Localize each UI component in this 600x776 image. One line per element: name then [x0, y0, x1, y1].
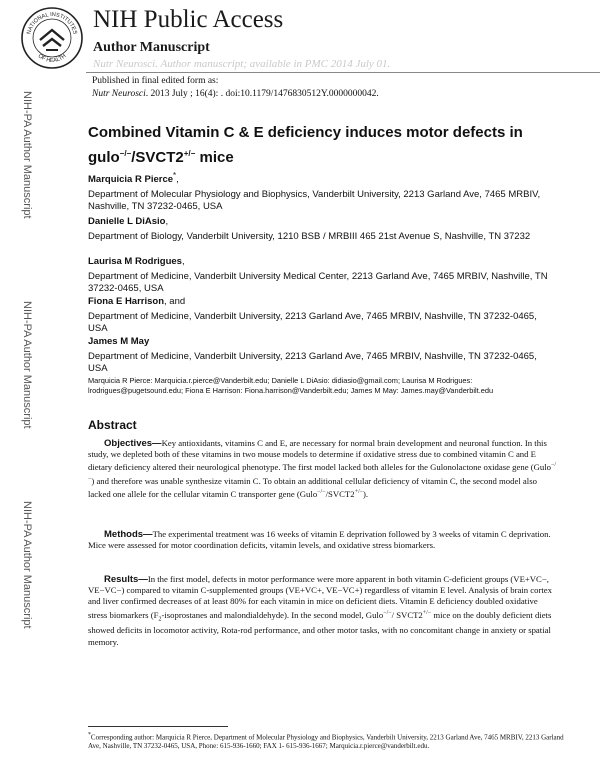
repository-title: NIH Public Access [93, 6, 284, 33]
author-mark: * [173, 171, 177, 180]
nih-seal-logo [20, 6, 84, 70]
corresponding-author-footnote: *Corresponding author: Marquicia R Pierce, Department of Molecular Physiology and Biophysics, Vanderbilt University, 2213 Garland Ave, 7465 MRBIV, 2213 Garland Ave, Nashville, TN 37232-0465, USA, Phone: 615-936-1660; FAX 1- 615-936-1667; Marquicia.r.pierce@vanderbilt.edu. [88, 732, 564, 751]
author-name: Fiona E Harrison [88, 296, 165, 307]
author-name: James M May [88, 336, 150, 347]
citation-line [92, 89, 379, 99]
section-label: Results— [104, 574, 148, 585]
footnote-divider [88, 726, 228, 727]
article-title: Combined Vitamin C & E deficiency induces motor defects in gulo−/−/SVCT2+/− mice [88, 124, 523, 166]
abstract-heading: Abstract [88, 418, 137, 432]
author-affiliation: Department of Medicine, Vanderbilt University, 2213 Garland Ave, 7465 MRBIV, Nashville, TN 37232-0465, USA [88, 310, 537, 334]
section-label: Methods— [104, 529, 153, 540]
author-block [88, 336, 558, 376]
manuscript-type: Author Manuscript [93, 40, 210, 55]
author-name: Danielle L DiAsio [88, 216, 166, 227]
sidebar-label-bottom: NIH-PA Author Manuscript [21, 501, 33, 629]
header-divider [86, 72, 600, 73]
author-affiliation: Department of Biology, Vanderbilt University, 1210 BSB / MRBIII 465 21st Avenue S, Nashville, TN 37232 [88, 230, 531, 242]
journal-availability-line: Nutr Neurosci. Author manuscript; available in PMC 2014 July 01. [93, 58, 391, 70]
sidebar-label-top: NIH-PA Author Manuscript [21, 91, 33, 219]
author-block: Laurisa M Rodrigues, Department of Medicine, Vanderbilt University Medical Center, 2213 Garland Ave, 7465 MRBIV, Nashville, TN 37232-0465, USA [88, 256, 558, 296]
author-block: Marquicia R Pierce*, Department of Molecular Physiology and Biophysics, Vanderbilt University, 2213 Garland Ave, 7465 MRBIV, Nashville, TN 37232-0465, USA [88, 170, 558, 214]
author-emails: Marquicia R Pierce: Marquicia.r.pierce@Vanderbilt.edu; Danielle L DiAsio: didiasio@gmail.com; Laurisa M Rodrigues: lrodrigues@pugetsound.edu; Fiona E Harrison: Fiona.harrison@Vanderbilt.edu; James M May: James.may@Vanderbilt.edu [88, 376, 494, 395]
abstract-objectives: Objectives—Key antioxidants, vitamins C and E, are necessary for normal brain development and neuronal function. In this study, we depleted both of these vitamins in two mouse models to determine if oxidative stress due to combined vitamin C and E dietary deficiency altered their neurological phenotype. The first model lacked both alleles for the Gulonolactone oxidase gene (Gulo−/−) and therefore was unable synthesize vitamin C. To obtain an additional cellular deficiency of vitamin C, the second model also lacked one allele for the cellular vitamin C transporter gene (Gulo−/−/SVCT2+/−). [88, 438, 557, 499]
logo-bottom-text: OF HEALTH [36, 53, 68, 65]
author-affiliation: Department of Medicine, Vanderbilt University, 2213 Garland Ave, 7465 MRBIV, Nashville, TN 37232-0465, USA [88, 350, 537, 374]
sidebar-label-middle: NIH-PA Author Manuscript [21, 301, 33, 429]
abstract-results: Results—In the first model, defects in motor performance were more apparent in both vitamin C-deficient groups (VE+VC−, VE−VC−) compared to vitamin C-supplemented groups (VE+VC+, VE−VC+) regardless of vitamin E level. Analysis of brain cortex and liver confirmed decreases of at least 80% for each vitamin in mice on deficient diets. Vitamin E deficiency doubled oxidative stress biomarkers ($F_2$-isoprostanes and malondialdehyde). In the second model, Gulo−/−/ SVCT2+/− mice on the doubly deficient diets showed deficits in locomotor activity, Rota-rod performance, and other motor tasks, with no concomitant change in anxiety or spatial memory. [88, 574, 552, 647]
author-block: Danielle L DiAsio, Department of Biology, Vanderbilt University, 1210 BSB / MRBIII 465 21st Avenue S, Nashville, TN 37232 [88, 216, 558, 243]
author-affiliation: Department of Molecular Physiology and Biophysics, Vanderbilt University, 2213 Garland Ave, 7465 MRBIV, Nashville, TN 37232-0465, USA [88, 188, 541, 213]
section-label: Objectives— [104, 438, 162, 449]
logo-top-text: NATIONAL INSTITUTES [26, 11, 78, 36]
author-affiliation: Department of Medicine, Vanderbilt University Medical Center, 2213 Garland Ave, 7465 MRBIV, Nashville, TN 37232-0465, USA [88, 270, 548, 294]
citation-journal: Nutr Neurosci [92, 89, 146, 99]
citation-details: . 2013 July ; 16(4): . doi:10.1179/1476830512Y.0000000042. [145, 89, 379, 99]
abstract-methods: Methods—The experimental treatment was 16 weeks of vitamin E deprivation followed by 3 weeks of vitamin C deprivation. Mice were assessed for motor coordination deficits, vitamin levels, and oxidative stress biomarkers. [88, 529, 551, 551]
published-note: Published in final edited form as: [92, 76, 219, 86]
author-name: Laurisa M Rodrigues [88, 256, 182, 267]
author-name: Marquicia R Pierce [88, 174, 174, 186]
author-block: Fiona E Harrison, and Department of Medicine, Vanderbilt University, 2213 Garland Ave, 7465 MRBIV, Nashville, TN 37232-0465, USA [88, 296, 558, 336]
